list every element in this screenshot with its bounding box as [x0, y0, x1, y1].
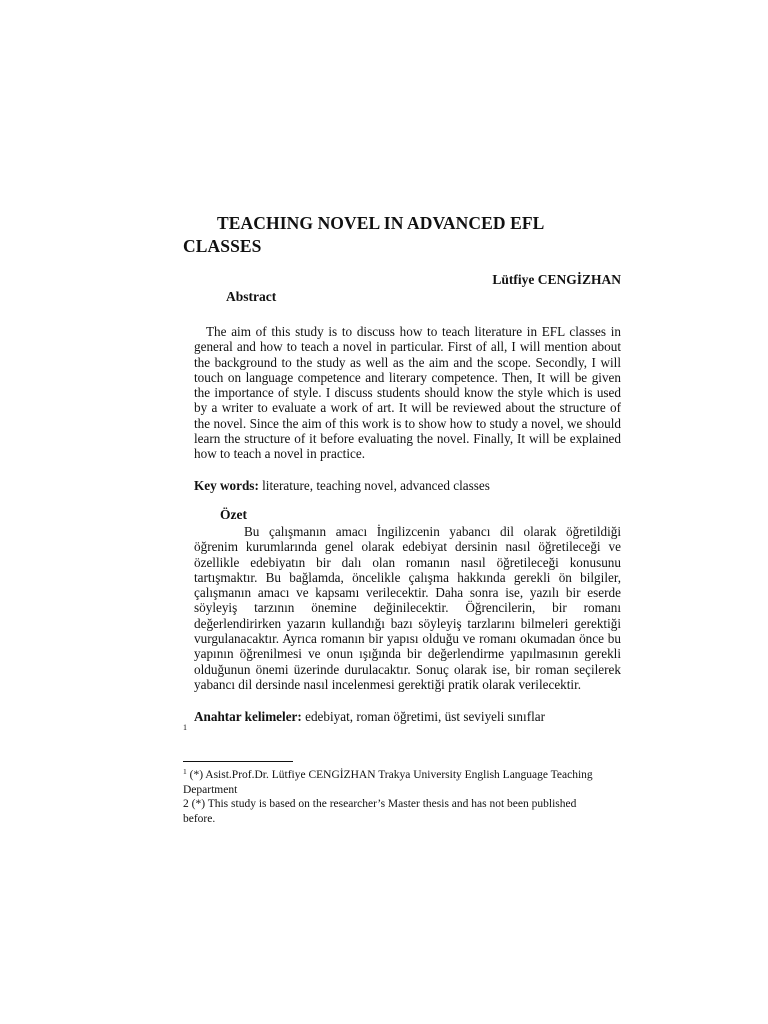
footnote-2: [183, 797, 603, 826]
paper-title: [183, 212, 583, 258]
keywords-text: literature, teaching novel, advanced classes: [258, 478, 490, 493]
anahtar-kelimeler-text: edebiyat, roman öğretimi, üst seviyeli sınıflar: [301, 709, 545, 724]
footnote-1: [183, 765, 603, 797]
author-name: Lütfiye CENGİZHAN: [492, 272, 621, 287]
anahtar-kelimeler-line: [194, 709, 545, 725]
keywords-label: Key words:: [194, 478, 259, 493]
keywords-line: [194, 478, 490, 494]
ozet-heading: Özet: [220, 507, 247, 522]
abstract-body: The aim of this study is to discuss how to teach literature in EFL classes in general and how to teach a novel in particular. First of all, I will mention about the background to the study as well as the aim and the scope. Secondly, I will touch on language competence and literary competence. Then, It will be given the importance of style. I discuss students should know the style which is used by a writer to evaluate a work of art. It will be reviewed about the structure of the novel. Since the aim of this work is to show how to study a novel, we should learn the structure of it before evaluating the novel. Finally, It will be explained how to teach a novel in practice.: [194, 324, 621, 462]
footnote-separator: [183, 761, 293, 762]
footnote-2-text: 2 (*) This study is based on the researcher’s Master thesis and has not been published before.: [183, 798, 577, 825]
title-line-2: CLASSES: [183, 236, 262, 256]
footnote-1-mark: 1: [183, 767, 187, 776]
footnotes: [183, 765, 603, 826]
abstract-heading: Abstract: [226, 289, 277, 304]
footnote-1-text: (*) Asist.Prof.Dr. Lütfiye CENGİZHAN Trakya University English Language Teaching Department: [183, 769, 593, 796]
title-line-1: TEACHING NOVEL IN ADVANCED EFL: [217, 213, 545, 233]
ozet-body: Bu çalışmanın amacı İngilizcenin yabancı dil olarak öğretildiği öğrenim kurumlarında genel olarak edebiyat dersinin nasıl öğretileceği ve özellikle edebiyatın bir dalı olan romanın nasıl öğretileceği konusunu tartışmaktır. Bu bağlamda, öncelikle çalışma hakkında gerekli ön bilgiler, çalışmanın amacı ve kapsamı verilecektir. Daha sonra ise, yazılı bir eserde söyleyiş tarzının önemine değinilecektir. Öğrencilerin, bir romanı değerlendirirken yazarın kullandığı bazı söyleyiş tarzlarını bilmeleri gerektiği vurgulanacaktır. Ayrıca romanın bir yapısı olduğu ve romanı okumadan önce bu yapının öğrenilmesi ve onun ışığında bir değerlendirme yapılmasının gerekli olduğunun önemi üzerinde durulacaktır. Sonuç olarak ise, bir roman seçilerek yabancı dil dersinde nasıl incelenmesi gerektiği pratik olarak verilecektir.: [194, 524, 621, 692]
anahtar-kelimeler-label: Anahtar kelimeler:: [194, 709, 302, 724]
footnote-marker: 1: [183, 723, 187, 732]
